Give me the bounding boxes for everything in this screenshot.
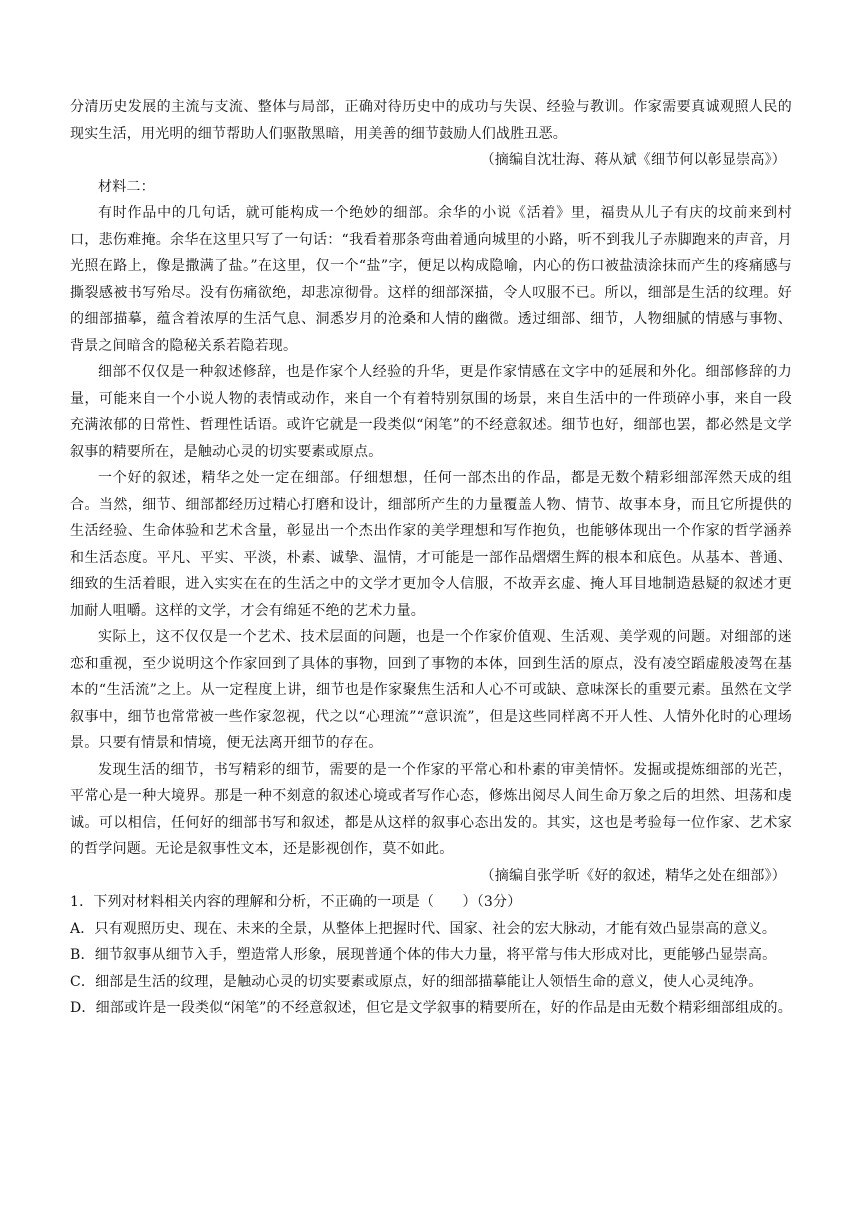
material2-paragraph-1: 有时作品中的几句话，就可能构成一个绝妙的细部。余华的小说《活着》里，福贵从儿子有庆的坟前来到村口，悲伤难掩。余华在这里只写了一句话：“我看着那条弯曲着通向城里的小路，听不到我儿子赤脚跑来的声音，月光照在路上，像是撒满了盐。”在这里，仅一个“盐”字，便足以构成隐喻，内心的伤口被盐渍涂抹而产生的疼痛感与撕裂感被书写殆尽。没有伤痛欲绝，却悲凉彻骨。这样的细部深描，令人叹服不已。所以，细部是生活的纹理。好的细部描摹，蕴含着浓厚的生活气息、洞悉岁月的沧桑和人情的幽微。透过细部、细节，人物细腻的情感与事物、背景之间暗含的隐秘关系若隐若现。	[70, 205, 792, 354]
material1-tail-paragraph: 分清历史发展的主流与支流、整体与局部，正确对待历史中的成功与失误、经验与教训。作家需要真诚观照人民的现实生活，用光明的细节帮助人们驱散黑暗，用美善的细节鼓励人们战胜丑恶。	[70, 99, 792, 142]
material2-paragraph-4: 实际上，这不仅仅是一个艺术、技术层面的问题，也是一个作家价值观、生活观、美学观的问题。对细部的迷恋和重视，至少说明这个作家回到了具体的事物，回到了事物的本体，回到生活的原点，没有凌空蹈虚般凌驾在基本的“生活流”之上。从一定程度上讲，细节也是作家聚焦生活和人心不可或缺、意味深长的重要元素。虽然在文学叙事中，细节也常常被一些作家忽视，代之以“心理流”“意识流”，但是这些同样离不开人性、人情外化时的心理场景。只要有情景和情境，便无法离开细节的存在。	[70, 629, 792, 751]
question-1-stem: 1．下列对材料相关内容的理解和分析，不正确的一项是（ ）（3分）	[70, 894, 522, 910]
material2-source: （摘编自张学昕《好的叙述，精华之处在细部》）	[480, 867, 786, 884]
question-1-option-a: A．只有观照历史、现在、未来的全景，从整体上把握时代、国家、社会的宏大脉动，才能有效凸显崇高的意义。	[70, 920, 777, 937]
document-page	[70, 94, 792, 1022]
material1-source: （摘编自沈壮海、蒋从斌《细节何以彰显崇高》）	[480, 152, 786, 168]
material2-paragraph-5: 发现生活的细节，书写精彩的细节，需要的是一个作家的平常心和朴素的审美情怀。发掘或提炼细部的光芒，平常心是一种大境界。那是一种不刻意的叙述心境或者写作心态，修炼出阅尽人间生命万象之后的坦然、坦荡和虔诚。可以相信，任何好的细部书写和叙述，都是从这样的叙事心态出发的。其实，这也是考验每一位作家、艺术家的哲学问题。无论是叙事性文本，还是影视创作，莫不如此。	[70, 761, 792, 857]
material2-paragraph-3: 一个好的叙述，精华之处一定在细部。仔细想想，任何一部杰出的作品，都是无数个精彩细部浑然天成的组合。当然，细节、细部都经历过精心打磨和设计，细部所产生的力量覆盖人物、情节、故事本身，而且它所提供的生活经验、生命体验和艺术含量，彰显出一个杰出作家的美学理想和写作抱负，也能够体现出一个作家的哲学涵养和生活态度。平凡、平实、平淡，朴素、诚挚、温情，才可能是一部作品熠熠生辉的根本和底色。从基本、普通、细致的生活着眼，进入实实在在的生活之中的文学才更加令人信服，不故弄玄虚、掩人耳目地制造悬疑的叙述才更加耐人咀嚼。这样的文学，才会有绵延不绝的艺术力量。	[70, 470, 792, 619]
material2-heading: 材料二：	[98, 178, 155, 195]
question-1-option-d: D．细部或许是一段类似“闲笔”的不经意叙述，但它是文学叙事的精要所在，好的作品是由无数个精彩细部组成的。	[70, 1000, 792, 1016]
question-1-option-c: C．细部是生活的纹理，是触动心灵的切实要素或原点，好的细部描摹能让人领悟生命的意义，使人心灵纯净。	[70, 973, 763, 990]
question-1-option-b: B．细节叙事从细节入手，塑造常人形象，展现普通个体的伟大力量，将平常与伟大形成对比，更能够凸显崇高。	[70, 947, 777, 963]
material2-paragraph-2: 细部不仅仅是一种叙述修辞，也是作家个人经验的升华，更是作家情感在文字中的延展和外化。细部修辞的力量，可能来自一个小说人物的表情或动作，来自一个有着特别氛围的场景，来自生活中的一件琐碎小事，来自一段充满浓郁的日常性、哲理性话语。或许它就是一段类似“闲笔”的不经意叙述。细节也好，细部也罢，都必然是文学叙事的精要所在，是触动心灵的切实要素或原点。	[70, 364, 792, 460]
